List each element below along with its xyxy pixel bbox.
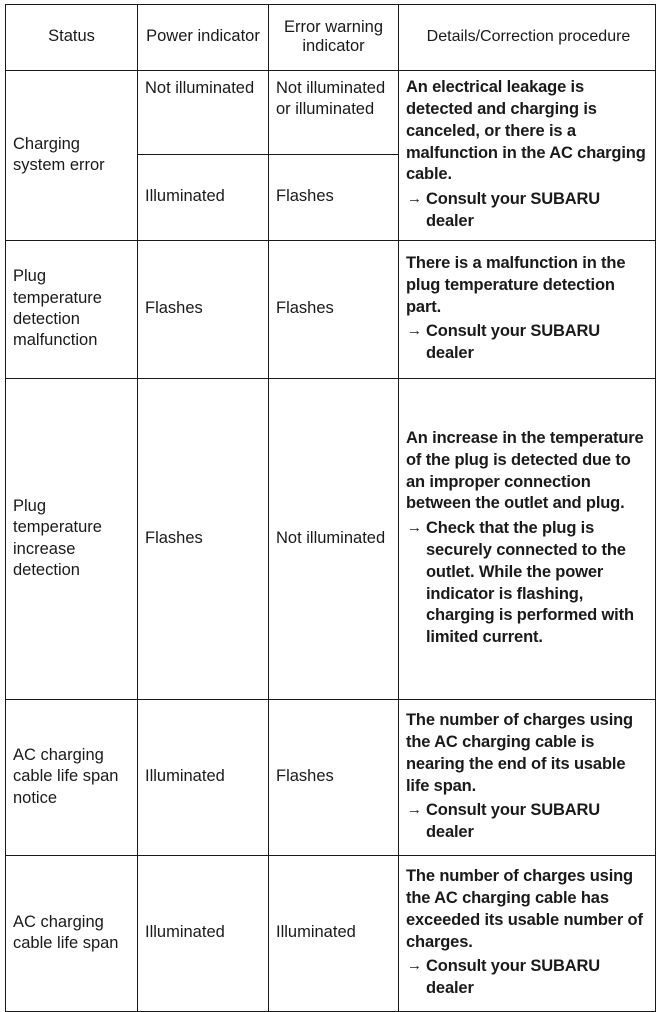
cell-details bbox=[399, 241, 656, 379]
table-header bbox=[6, 5, 656, 71]
charging-status-table bbox=[5, 4, 656, 1012]
arrow-right-icon: → bbox=[407, 519, 422, 537]
detail-description: There is a malfunction in the plug temperature detection part. bbox=[406, 254, 626, 316]
cell-power-indicator: Illuminated bbox=[138, 856, 269, 1012]
header-row bbox=[6, 5, 656, 71]
arrow-right-icon: → bbox=[407, 190, 422, 208]
detail-action-label: Consult your SUBARU dealer bbox=[426, 801, 601, 842]
cell-status: AC charging cable life span bbox=[6, 856, 138, 1012]
cell-power-indicator: Flashes bbox=[138, 241, 269, 379]
cell-error-warning-indicator: Not illuminated bbox=[269, 379, 399, 700]
column-header-power-indicator: Power indicator bbox=[138, 5, 269, 71]
cell-status: Charging system error bbox=[6, 71, 138, 241]
detail-action bbox=[406, 800, 648, 844]
table-row bbox=[6, 379, 656, 700]
cell-error-warning-indicator: Flashes bbox=[269, 700, 399, 856]
cell-power-indicator: Flashes bbox=[138, 379, 269, 700]
detail-action bbox=[406, 189, 648, 233]
table-body bbox=[6, 71, 656, 1012]
cell-details bbox=[399, 71, 656, 241]
column-header-status: Status bbox=[6, 5, 138, 71]
detail-action-label: Consult your SUBARU dealer bbox=[426, 957, 601, 998]
detail-description: An electrical leakage is detected and charging is canceled, or there is a malfunction in the AC charging cable. bbox=[406, 78, 646, 184]
cell-details bbox=[399, 379, 656, 700]
cell-status: AC charging cable life span notice bbox=[6, 700, 138, 856]
detail-action-label: Consult your SUBARU dealer bbox=[426, 190, 601, 230]
detail-description: An increase in the temperature of the plug is detected due to an improper connection between the outlet and plug. bbox=[406, 429, 644, 513]
detail-action-label: Consult your SUBARU dealer bbox=[426, 322, 601, 363]
cell-power-indicator: Illuminated bbox=[138, 700, 269, 856]
cell-status: Plug temperature detection malfunction bbox=[6, 241, 138, 379]
table-row bbox=[6, 71, 656, 155]
cell-error-warning-indicator: Flashes bbox=[269, 155, 399, 241]
detail-description: The number of charges using the AC charging cable has exceeded its usable number of charges. bbox=[406, 867, 643, 951]
column-header-error-warning-indicator: Error warning indicator bbox=[269, 5, 399, 71]
cell-status: Plug temperature increase detection bbox=[6, 379, 138, 700]
arrow-right-icon: → bbox=[407, 957, 422, 975]
detail-action bbox=[406, 956, 648, 1000]
detail-description: The number of charges using the AC charging cable is nearing the end of its usable life span. bbox=[406, 711, 633, 795]
table-row bbox=[6, 241, 656, 379]
detail-action bbox=[406, 518, 648, 649]
cell-error-warning-indicator: Not illuminated or illuminated bbox=[269, 71, 399, 155]
cell-details bbox=[399, 856, 656, 1012]
cell-details bbox=[399, 700, 656, 856]
cell-error-warning-indicator: Illuminated bbox=[269, 856, 399, 1012]
detail-action-label: Check that the plug is securely connected to the outlet. While the power indicator is flashing, charging is performed with limited current. bbox=[426, 519, 634, 647]
cell-error-warning-indicator: Flashes bbox=[269, 241, 399, 379]
column-header-details-correction-procedure: Details/Correction procedure bbox=[399, 5, 656, 71]
table-row bbox=[6, 700, 656, 856]
detail-action bbox=[406, 321, 648, 365]
status-table-container bbox=[5, 4, 655, 1012]
cell-power-indicator: Illuminated bbox=[138, 155, 269, 241]
arrow-right-icon: → bbox=[407, 801, 422, 819]
table-row bbox=[6, 856, 656, 1012]
arrow-right-icon: → bbox=[407, 322, 422, 340]
cell-power-indicator: Not illuminated bbox=[138, 71, 269, 155]
